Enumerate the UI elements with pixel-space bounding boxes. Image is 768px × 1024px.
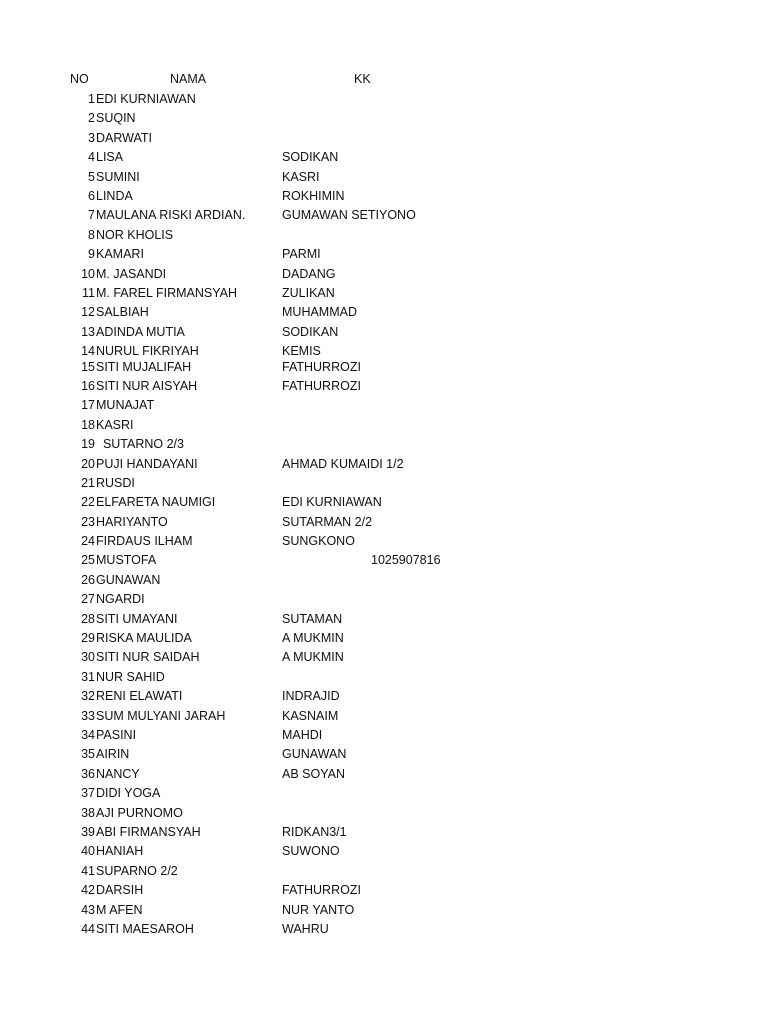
row-number: 13 xyxy=(81,324,95,339)
table-row xyxy=(0,131,768,150)
table-row xyxy=(0,786,768,805)
row-nama: DARWATI xyxy=(96,130,153,145)
row-kk: DADANG xyxy=(282,266,336,281)
row-number: 31 xyxy=(81,669,95,684)
table-row xyxy=(0,208,768,227)
row-kk: ZULIKAN xyxy=(282,285,335,300)
row-number: 42 xyxy=(81,883,95,898)
row-nama: NGARDI xyxy=(96,592,145,607)
row-number: 8 xyxy=(88,227,95,242)
row-nama: KAMARI xyxy=(96,247,144,262)
table-row xyxy=(0,398,768,417)
table-row xyxy=(0,360,768,379)
table-row xyxy=(0,767,768,786)
row-number: 27 xyxy=(81,592,95,607)
row-nama: MUNAJAT xyxy=(96,398,155,413)
row-number: 36 xyxy=(81,766,95,781)
row-nama: AJI PURNOMO xyxy=(96,805,183,820)
row-number: 44 xyxy=(81,921,95,936)
table-row xyxy=(0,150,768,169)
row-nama: SUTARNO 2/3 xyxy=(96,437,184,452)
table-row xyxy=(0,534,768,553)
row-number: 24 xyxy=(81,534,95,549)
header-kk: KK xyxy=(354,72,371,86)
row-nama: GUNAWAN xyxy=(96,572,161,587)
row-nama: HANIAH xyxy=(96,844,144,859)
row-nama: SITI UMAYANI xyxy=(96,611,178,626)
table-row xyxy=(0,111,768,130)
row-kk: KEMIS xyxy=(282,344,321,359)
row-nama: NOR KHOLIS xyxy=(96,227,174,242)
row-number: 7 xyxy=(88,208,95,223)
row-nama: M AFEN xyxy=(96,902,143,917)
row-number: 10 xyxy=(81,266,95,281)
row-nama: MAULANA RISKI ARDIAN. xyxy=(96,208,246,223)
row-kk: SUNGKONO xyxy=(282,534,355,549)
row-number: 35 xyxy=(81,747,95,762)
row-number: 12 xyxy=(81,305,95,320)
row-kk: RIDKAN3/1 xyxy=(282,824,347,839)
row-nama: ABI FIRMANSYAH xyxy=(96,824,201,839)
row-kk: SODIKAN xyxy=(282,324,339,339)
table-row xyxy=(0,476,768,495)
table-row xyxy=(0,747,768,766)
row-number: 18 xyxy=(81,417,95,432)
row-number: 34 xyxy=(81,728,95,742)
row-nama: FIRDAUS ILHAM xyxy=(96,534,193,549)
row-nama: SITI NUR AISYAH xyxy=(96,378,198,393)
table-row xyxy=(0,806,768,825)
row-number: 29 xyxy=(81,631,95,646)
row-nama: ELFARETA NAUMIGI xyxy=(96,495,216,510)
row-kk: A MUKMIN xyxy=(282,650,344,665)
row-nama: KASRI xyxy=(96,417,134,432)
row-number: 20 xyxy=(81,456,95,471)
row-nama: MUSTOFA xyxy=(96,553,157,568)
row-kk: GUNAWAN xyxy=(282,747,347,762)
row-number: 21 xyxy=(81,475,95,490)
row-nama: SUMINI xyxy=(96,169,140,184)
table-row xyxy=(0,922,768,941)
row-kk: GUMAWAN SETIYONO xyxy=(282,208,416,223)
table-row xyxy=(0,864,768,883)
row-number: 37 xyxy=(81,786,95,801)
row-nama: SUPARNO 2/2 xyxy=(96,863,178,878)
row-number: 28 xyxy=(81,611,95,626)
row-nama: M. JASANDI xyxy=(96,266,167,281)
row-kk: SUTAMAN xyxy=(282,611,343,626)
row-number: 6 xyxy=(88,188,95,203)
row-kk: A MUKMIN xyxy=(282,631,344,646)
row-kk: SODIKAN xyxy=(282,150,339,165)
row-number: 1 xyxy=(88,92,95,106)
row-nama: SITI MAESAROH xyxy=(96,921,194,936)
row-nama: M. FAREL FIRMANSYAH xyxy=(96,285,237,300)
row-number: 25 xyxy=(81,553,95,568)
row-nama: SUM MULYANI JARAH xyxy=(96,708,226,723)
table-row xyxy=(0,825,768,844)
row-kk: AHMAD KUMAIDI 1/2 xyxy=(282,456,404,471)
table-row xyxy=(0,344,768,360)
row-kk: EDI KURNIAWAN xyxy=(282,495,382,510)
row-kk: FATHURROZI xyxy=(282,359,361,374)
row-number: 14 xyxy=(81,344,95,359)
row-kk: KASNAIM xyxy=(282,708,339,723)
row-number: 40 xyxy=(81,844,95,859)
table-row xyxy=(0,170,768,189)
row-number: 22 xyxy=(81,495,95,510)
row-number: 15 xyxy=(81,359,95,374)
table-row xyxy=(0,573,768,592)
row-nama: HARIYANTO xyxy=(96,514,168,529)
row-nama: DIDI YOGA xyxy=(96,786,161,801)
row-nama: ADINDA MUTIA xyxy=(96,324,185,339)
table-row xyxy=(0,228,768,247)
table-row xyxy=(0,612,768,631)
row-kk: FATHURROZI xyxy=(282,883,361,898)
row-number: 19 xyxy=(81,437,95,452)
row-nama: SALBIAH xyxy=(96,305,149,320)
row-nama: LISA xyxy=(96,150,124,165)
row-nama: PUJI HANDAYANI xyxy=(96,456,198,471)
table-row xyxy=(0,844,768,863)
row-number: 3 xyxy=(88,130,95,145)
table-row xyxy=(0,305,768,324)
table-row xyxy=(0,325,768,344)
table-row xyxy=(0,457,768,476)
table-row xyxy=(0,92,768,111)
row-number: 5 xyxy=(88,169,95,184)
row-nama: SITI MUJALIFAH xyxy=(96,359,192,374)
row-number: 26 xyxy=(81,572,95,587)
row-number: 11 xyxy=(82,285,95,300)
row-number: 43 xyxy=(81,902,95,917)
table-row xyxy=(0,189,768,208)
table-row xyxy=(0,689,768,708)
table-row xyxy=(0,728,768,747)
row-number: 39 xyxy=(81,824,95,839)
table-row xyxy=(0,495,768,514)
row-nama: RUSDI xyxy=(96,475,135,490)
header-no: NO xyxy=(70,72,89,86)
table-row xyxy=(0,247,768,266)
row-number: 2 xyxy=(88,111,95,126)
row-number: 23 xyxy=(81,514,95,529)
row-kk: AB SOYAN xyxy=(282,766,345,781)
table-row xyxy=(0,670,768,689)
row-kk: SUTARMAN 2/2 xyxy=(282,514,373,529)
table-row xyxy=(0,418,768,437)
row-kk: KASRI xyxy=(282,169,320,184)
row-number: 17 xyxy=(81,398,95,413)
row-extra: 1025907816 xyxy=(371,553,441,568)
data-rows xyxy=(0,92,768,941)
row-kk: MAHDI xyxy=(282,728,323,742)
row-nama: SITI NUR SAIDAH xyxy=(96,650,200,665)
row-kk: PARMI xyxy=(282,247,321,262)
row-number: 33 xyxy=(81,708,95,723)
row-nama: NURUL FIKRIYAH xyxy=(96,344,199,359)
table-row xyxy=(0,515,768,534)
table-row xyxy=(0,267,768,286)
row-kk: WAHRU xyxy=(282,921,329,936)
row-nama: LINDA xyxy=(96,188,133,203)
table-row xyxy=(0,553,768,572)
row-kk: MUHAMMAD xyxy=(282,305,357,320)
row-nama: PASINI xyxy=(96,728,137,742)
row-number: 4 xyxy=(88,150,95,165)
row-number: 32 xyxy=(81,689,95,704)
row-nama: DARSIH xyxy=(96,883,144,898)
table-row xyxy=(0,631,768,650)
header-nama: NAMA xyxy=(170,72,207,86)
row-number: 16 xyxy=(81,378,95,393)
row-kk: SUWONO xyxy=(282,844,340,859)
table-row xyxy=(0,592,768,611)
table-row xyxy=(0,650,768,669)
table-row xyxy=(0,709,768,728)
table-row xyxy=(0,379,768,398)
table-row xyxy=(0,437,768,456)
row-nama: NANCY xyxy=(96,766,140,781)
row-number: 30 xyxy=(81,650,95,665)
table-row xyxy=(0,286,768,305)
row-kk: NUR YANTO xyxy=(282,902,355,917)
row-number: 9 xyxy=(88,247,95,262)
row-number: 41 xyxy=(81,863,95,878)
table-row xyxy=(0,883,768,902)
row-number: 38 xyxy=(81,805,95,820)
row-kk: INDRAJID xyxy=(282,689,340,704)
row-nama: RISKA MAULIDA xyxy=(96,631,192,646)
row-kk: FATHURROZI xyxy=(282,378,361,393)
row-nama: EDI KURNIAWAN xyxy=(96,92,196,106)
row-kk: ROKHIMIN xyxy=(282,188,345,203)
row-nama: RENI ELAWATI xyxy=(96,689,183,704)
row-nama: AIRIN xyxy=(96,747,130,762)
row-nama: SUQIN xyxy=(96,111,136,126)
row-nama: NUR SAHID xyxy=(96,669,165,684)
table-row xyxy=(0,903,768,922)
